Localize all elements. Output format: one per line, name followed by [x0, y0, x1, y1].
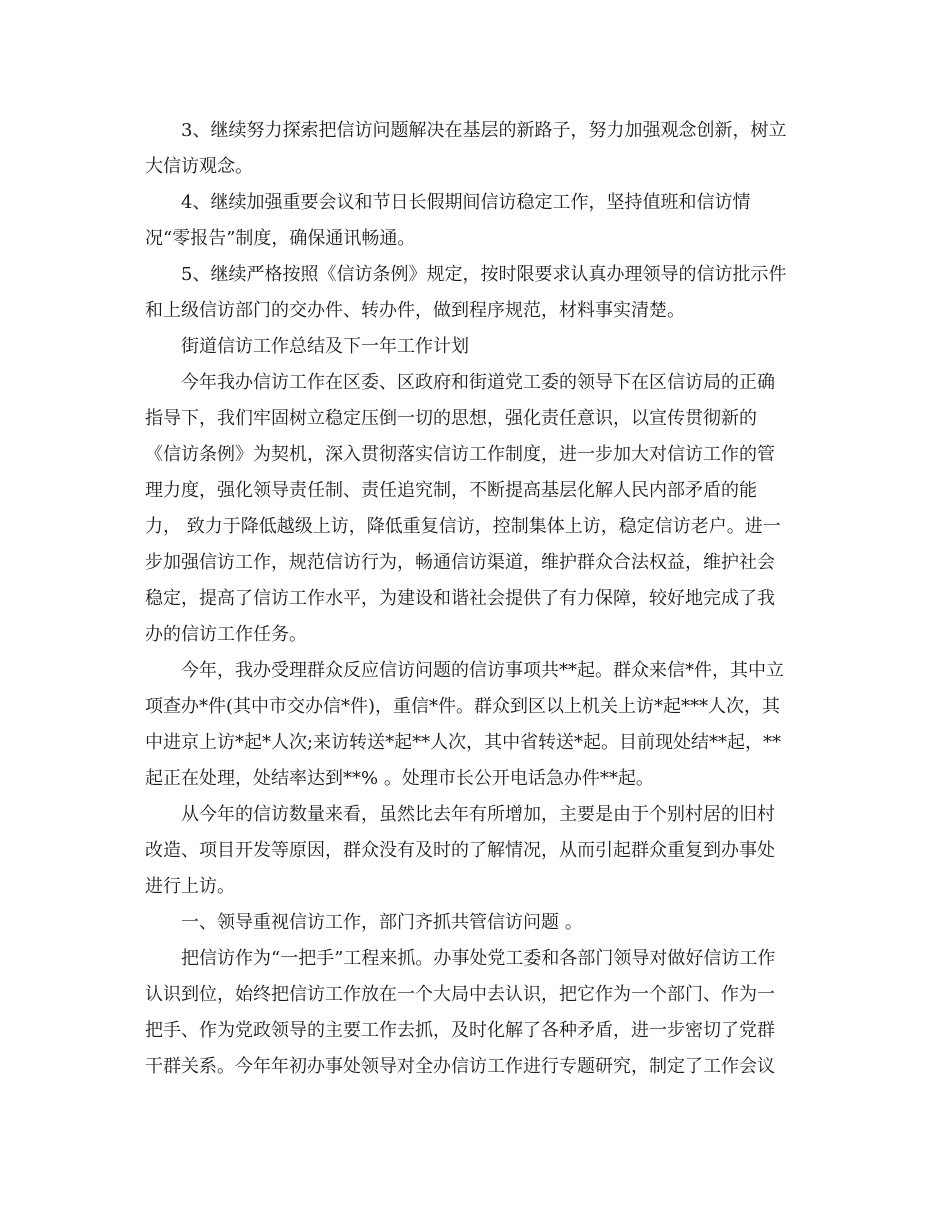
paragraph — [145, 329, 810, 365]
document-body — [145, 113, 810, 1085]
text-line: 改造、项目开发等原因，群众没有及时的了解情况，从而引起群众重复到办事处 — [145, 840, 775, 861]
text-line: 4、继续加强重要会议和节日长假期间信访稳定工作，坚持值班和信访情 — [181, 192, 751, 213]
text-line: 今年我办信访工作在区委、区政府和街道党工委的领导下在区信访局的正确 — [181, 372, 775, 393]
paragraph — [145, 905, 810, 941]
text-line: 中进京上访*起*人次;来访转送*起**人次，其中省转送*起。目前现处结**起，** — [145, 732, 782, 753]
text-line: 3、继续努力探索把信访问题解决在基层的新路子，努力加强观念创新，树立 — [181, 120, 787, 141]
text-line: 和上级信访部门的交办件、转办件，做到程序规范，材料事实清楚。 — [145, 300, 685, 321]
text-line: 项查办*件(其中市交办信*件)，重信*件。群众到区以上机关上访*起***人次，其 — [145, 696, 781, 717]
text-line: 理力度，强化领导责任制、责任追究制，不断提高基层化解人民内部矛盾的能 — [145, 480, 757, 501]
paragraph — [145, 941, 810, 1085]
text-line: 5、继续严格按照《信访条例》规定，按时限要求认真办理领导的信访批示件 — [181, 264, 787, 285]
text-line: 指导下，我们牢固树立稳定压倒一切的思想，强化责任意识，以宣传贯彻新的 — [145, 408, 757, 429]
text-line: 办的信访工作任务。 — [145, 624, 307, 645]
paragraph — [145, 257, 810, 329]
text-line: 一、领导重视信访工作，部门齐抓共管信访问题 。 — [181, 912, 583, 933]
text-line: 大信访观念。 — [145, 156, 253, 177]
paragraph — [145, 653, 810, 797]
paragraph — [145, 113, 810, 185]
text-line: 步加强信访工作，规范信访行为，畅通信访渠道，维护群众合法权益，维护社会 — [145, 552, 775, 573]
text-line: 力， 致力于降低越级上访，降低重复信访，控制集体上访，稳定信访老户。进一 — [145, 516, 781, 537]
text-line: 把信访作为“一把手”工程来抓。办事处党工委和各部门领导对做好信访工作 — [181, 948, 776, 969]
text-line: 况“零报告”制度，确保通讯畅通。 — [145, 228, 416, 249]
text-line: 认识到位，始终把信访工作放在一个大局中去认识，把它作为一个部门、作为一 — [145, 984, 775, 1005]
text-line: 稳定，提高了信访工作水平，为建设和谐社会提供了有力保障，较好地完成了我 — [145, 588, 775, 609]
text-line: 把手、作为党政领导的主要工作去抓，及时化解了各种矛盾，进一步密切了党群 — [145, 1020, 775, 1041]
text-line: 起正在处理，处结率达到**% 。处理市长公开电话急办件**起。 — [145, 768, 654, 789]
text-line: 街道信访工作总结及下一年工作计划 — [181, 336, 469, 357]
paragraph — [145, 797, 810, 905]
text-line: 今年，我办受理群众反应信访问题的信访事项共**起。群众来信*件，其中立 — [181, 660, 784, 681]
text-line: 进行上访。 — [145, 876, 235, 897]
paragraph — [145, 365, 810, 653]
text-line: 干群关系。今年年初办事处领导对全办信访工作进行专题研究，制定了工作会议 — [145, 1056, 775, 1077]
paragraph — [145, 185, 810, 257]
text-line: 从今年的信访数量来看，虽然比去年有所增加，主要是由于个别村居的旧村 — [181, 804, 775, 825]
text-line: 《信访条例》为契机，深入贯彻落实信访工作制度，进一步加大对信访工作的管 — [145, 444, 775, 465]
